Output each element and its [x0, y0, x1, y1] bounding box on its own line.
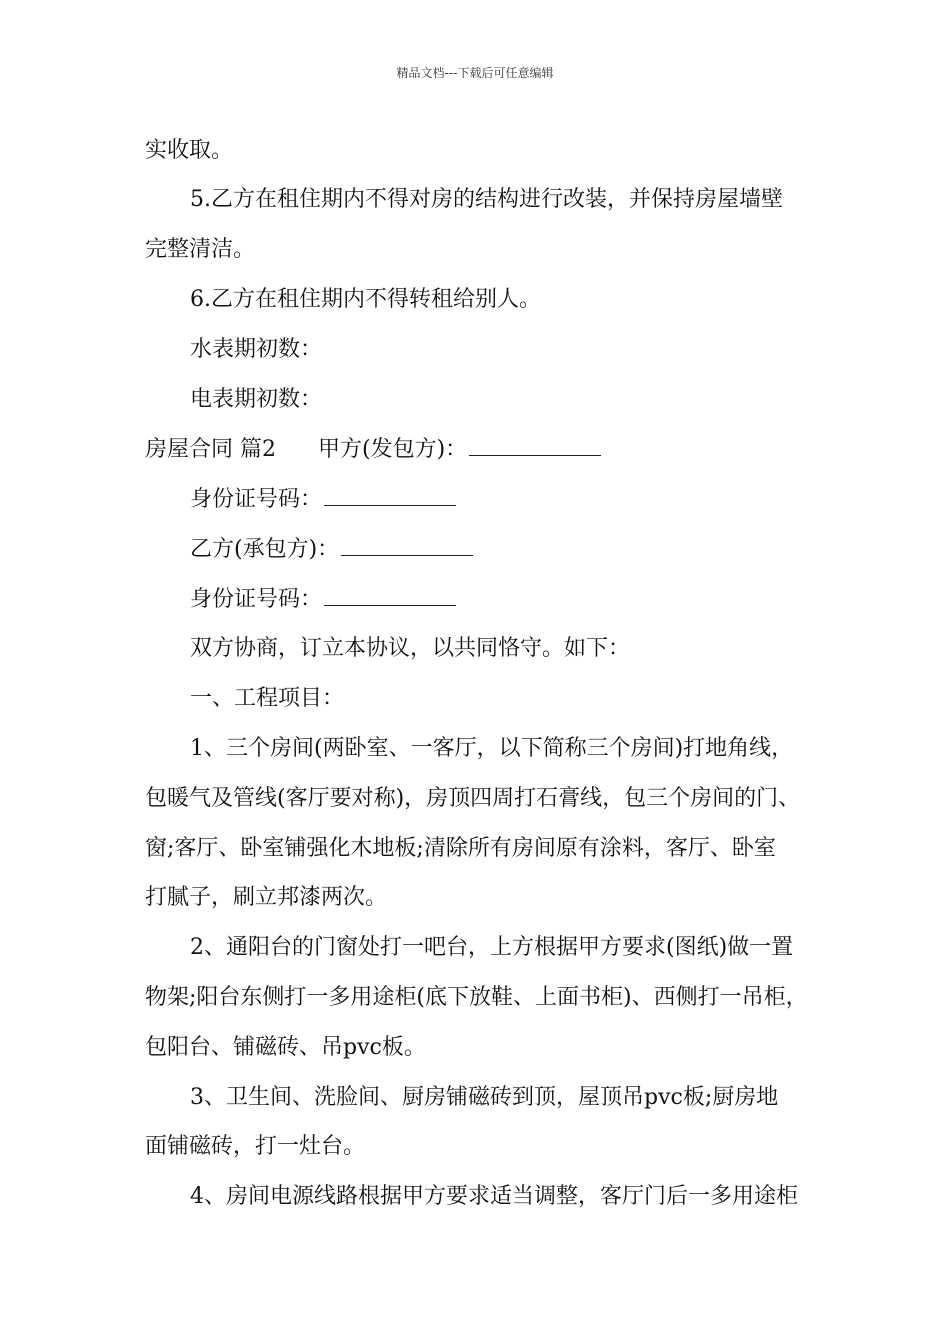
text-line: 2、通阳台的门窗处打一吧台，上方根据甲方要求(图纸)做一置 — [190, 935, 794, 960]
page-header: 精品文档---下载后可任意编辑 — [396, 66, 554, 80]
id-line-a — [190, 485, 456, 515]
section-title: 房屋合同 篇2 — [145, 437, 276, 462]
party-b-label: 乙方(承包方)： — [190, 537, 340, 562]
party-a-label: 甲方(发包方)： — [318, 437, 468, 462]
text-line: 4、房间电源线路根据甲方要求适当调整，客厅门后一多用途柜 — [190, 1184, 798, 1209]
id-line-b — [190, 585, 456, 615]
text-line: 打腻子，刷立邦漆两次。 — [145, 885, 388, 910]
text-line: 包阳台、铺磁砖、吊pvc板。 — [145, 1035, 426, 1060]
text-line: 电表期初数： — [190, 387, 323, 412]
text-line: 面铺磁砖，打一灶台。 — [145, 1134, 366, 1159]
id-label-b: 身份证号码： — [190, 587, 323, 612]
text-line: 一、工程项目： — [190, 686, 345, 711]
text-line: 水表期初数： — [190, 337, 323, 362]
text-line: 6.乙方在租住期内不得转租给别人。 — [190, 287, 541, 312]
text-line: 完整清洁。 — [145, 237, 256, 262]
text-line: 包暖气及管线(客厅要对称)，房顶四周打石膏线，包三个房间的门、 — [145, 786, 801, 811]
text-line: 窗;客厅、卧室铺强化木地板;清除所有房间原有涂料，客厅、卧室 — [145, 836, 776, 861]
text-line: 5.乙方在租住期内不得对房的结构进行改装，并保持房屋墙壁 — [190, 187, 783, 212]
id-label-a: 身份证号码： — [190, 487, 323, 512]
text-line: 3、卫生间、洗脸间、厨房铺磁砖到顶，屋顶吊pvc板;厨房地 — [190, 1085, 779, 1110]
party-b-blank — [341, 535, 473, 556]
party-a-blank — [469, 435, 601, 456]
text-line: 实收取。 — [145, 138, 234, 163]
text-line: 1、三个房间(两卧室、一客厅，以下简称三个房间)打地角线， — [190, 736, 794, 761]
text-line: 双方协商，订立本协议，以共同恪守。如下： — [190, 636, 631, 661]
id-blank-a — [324, 485, 456, 506]
section-heading-line — [145, 435, 601, 465]
id-blank-b — [324, 585, 456, 606]
party-b-line — [190, 535, 473, 565]
text-line: 物架;阳台东侧打一多用途柜(底下放鞋、上面书柜)、西侧打一吊柜， — [145, 985, 808, 1010]
